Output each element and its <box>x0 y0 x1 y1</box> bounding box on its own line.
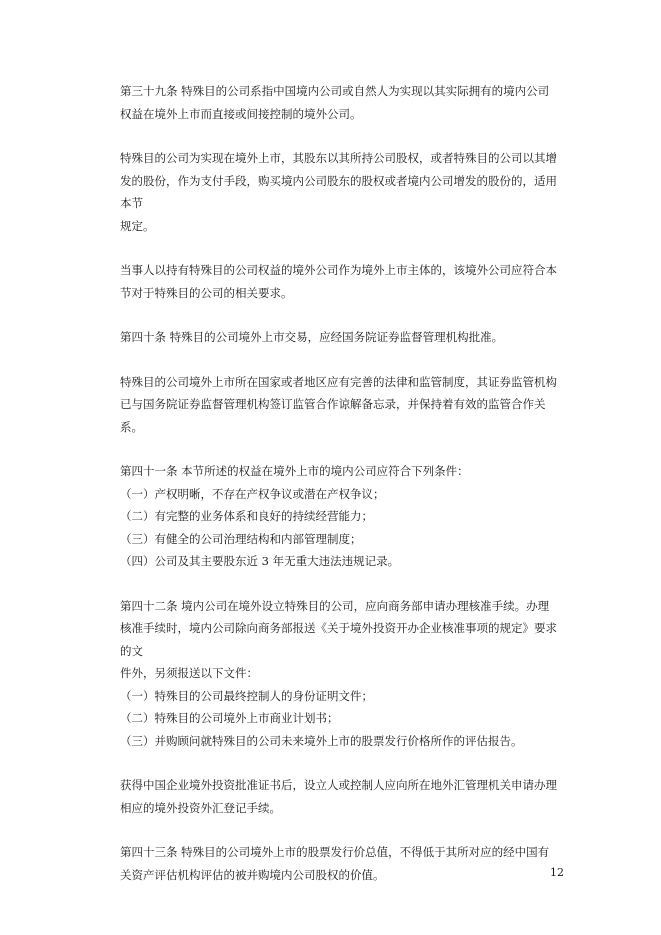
text-line: 发的股份，作为支付手段，购买境内公司股东的股权或者境内公司增发的股份的，适用本节 <box>120 173 557 210</box>
paragraph-gap <box>120 752 560 774</box>
paragraph-art39-p2 <box>120 147 560 237</box>
text-line: 第四十一条 本节所述的权益在境外上市的境内公司应符合下列条件： <box>120 464 469 478</box>
paragraph-art40 <box>120 326 560 349</box>
text-line: （一）产权明晰，不存在产权争议或潜在产权争议； <box>120 486 385 501</box>
paragraph-art39-p3 <box>120 259 560 304</box>
text-line: 第四十条 特殊目的公司境外上市交易，应经国务院证券监督管理机构批准。 <box>120 330 504 344</box>
paragraph-gap <box>120 304 560 326</box>
paragraph-gap <box>120 125 560 147</box>
text-line: （一）特殊目的公司最终控制人的身份证明文件； <box>120 688 373 703</box>
text-line: 规定。 <box>120 218 155 233</box>
text-line: 特殊目的公司为实现在境外上市，其股东以其所持公司股权，或者特殊目的公司以其增 <box>120 151 557 165</box>
text-line: 当事人以持有特殊目的公司权益的境外公司作为境外上市主体的，该境外公司应符合本 <box>120 263 557 277</box>
paragraph-gap <box>120 573 560 595</box>
text-line: 获得中国企业境外投资批准证书后，设立人或控制人应向所在地外汇管理机关申请办理 <box>120 778 557 792</box>
paragraph-art40-p2 <box>120 371 560 439</box>
paragraph-art43 <box>120 841 560 886</box>
text-line: 第四十三条 特殊目的公司境外上市的股票发行价总值，不得低于其所对应的经中国有 <box>120 845 550 859</box>
text-line: 核准手续时，境内公司除向商务部报送《关于境外投资开办企业核准事项的规定》要求的文 <box>120 621 557 658</box>
text-line: 节对于特殊目的公司的相关要求。 <box>120 285 293 300</box>
page-number: 12 <box>550 866 564 879</box>
paragraph-art42 <box>120 595 560 753</box>
text-line: （四）公司及其主要股东近 3 年无重大违法违规记录。 <box>120 554 400 568</box>
text-line: （二）有完整的业务体系和良好的持续经营能力； <box>120 509 373 523</box>
document-body <box>120 80 560 886</box>
text-line: （三）有健全的公司治理结构和内部管理制度； <box>120 531 362 546</box>
text-line: 件外，另须报送以下文件： <box>120 666 258 680</box>
paragraph-gap <box>120 237 560 259</box>
text-line: 第四十二条 境内公司在境外设立特殊目的公司，应向商务部申请办理核准手续。办理 <box>120 598 550 613</box>
paragraph-gap <box>120 819 560 841</box>
text-line: 第三十九条 特殊目的公司系指中国境内公司或自然人为实现以其实际拥有的境内公司 <box>120 84 550 98</box>
paragraph-art42-p2 <box>120 774 560 819</box>
paragraph-art41 <box>120 460 560 573</box>
text-line: 权益在境外上市而直接或间接控制的境外公司。 <box>120 106 362 121</box>
text-line: （三）并购顾问就特殊目的公司未来境外上市的股票发行价格所作的评估报告。 <box>120 733 523 748</box>
paragraph-gap <box>120 438 560 460</box>
paragraph-gap <box>120 349 560 371</box>
text-line: 已与国务院证券监督管理机构签订监管合作谅解备忘录，并保持着有效的监管合作关系。 <box>120 397 546 434</box>
text-line: （二）特殊目的公司境外上市商业计划书； <box>120 711 339 725</box>
paragraph-art39 <box>120 80 560 125</box>
text-line: 关资产评估机构评估的被并购境内公司股权的价值。 <box>120 867 385 882</box>
text-line: 相应的境外投资外汇登记手续。 <box>120 800 281 815</box>
text-line: 特殊目的公司境外上市所在国家或者地区应有完善的法律和监管制度，其证券监管机构 <box>120 374 557 389</box>
